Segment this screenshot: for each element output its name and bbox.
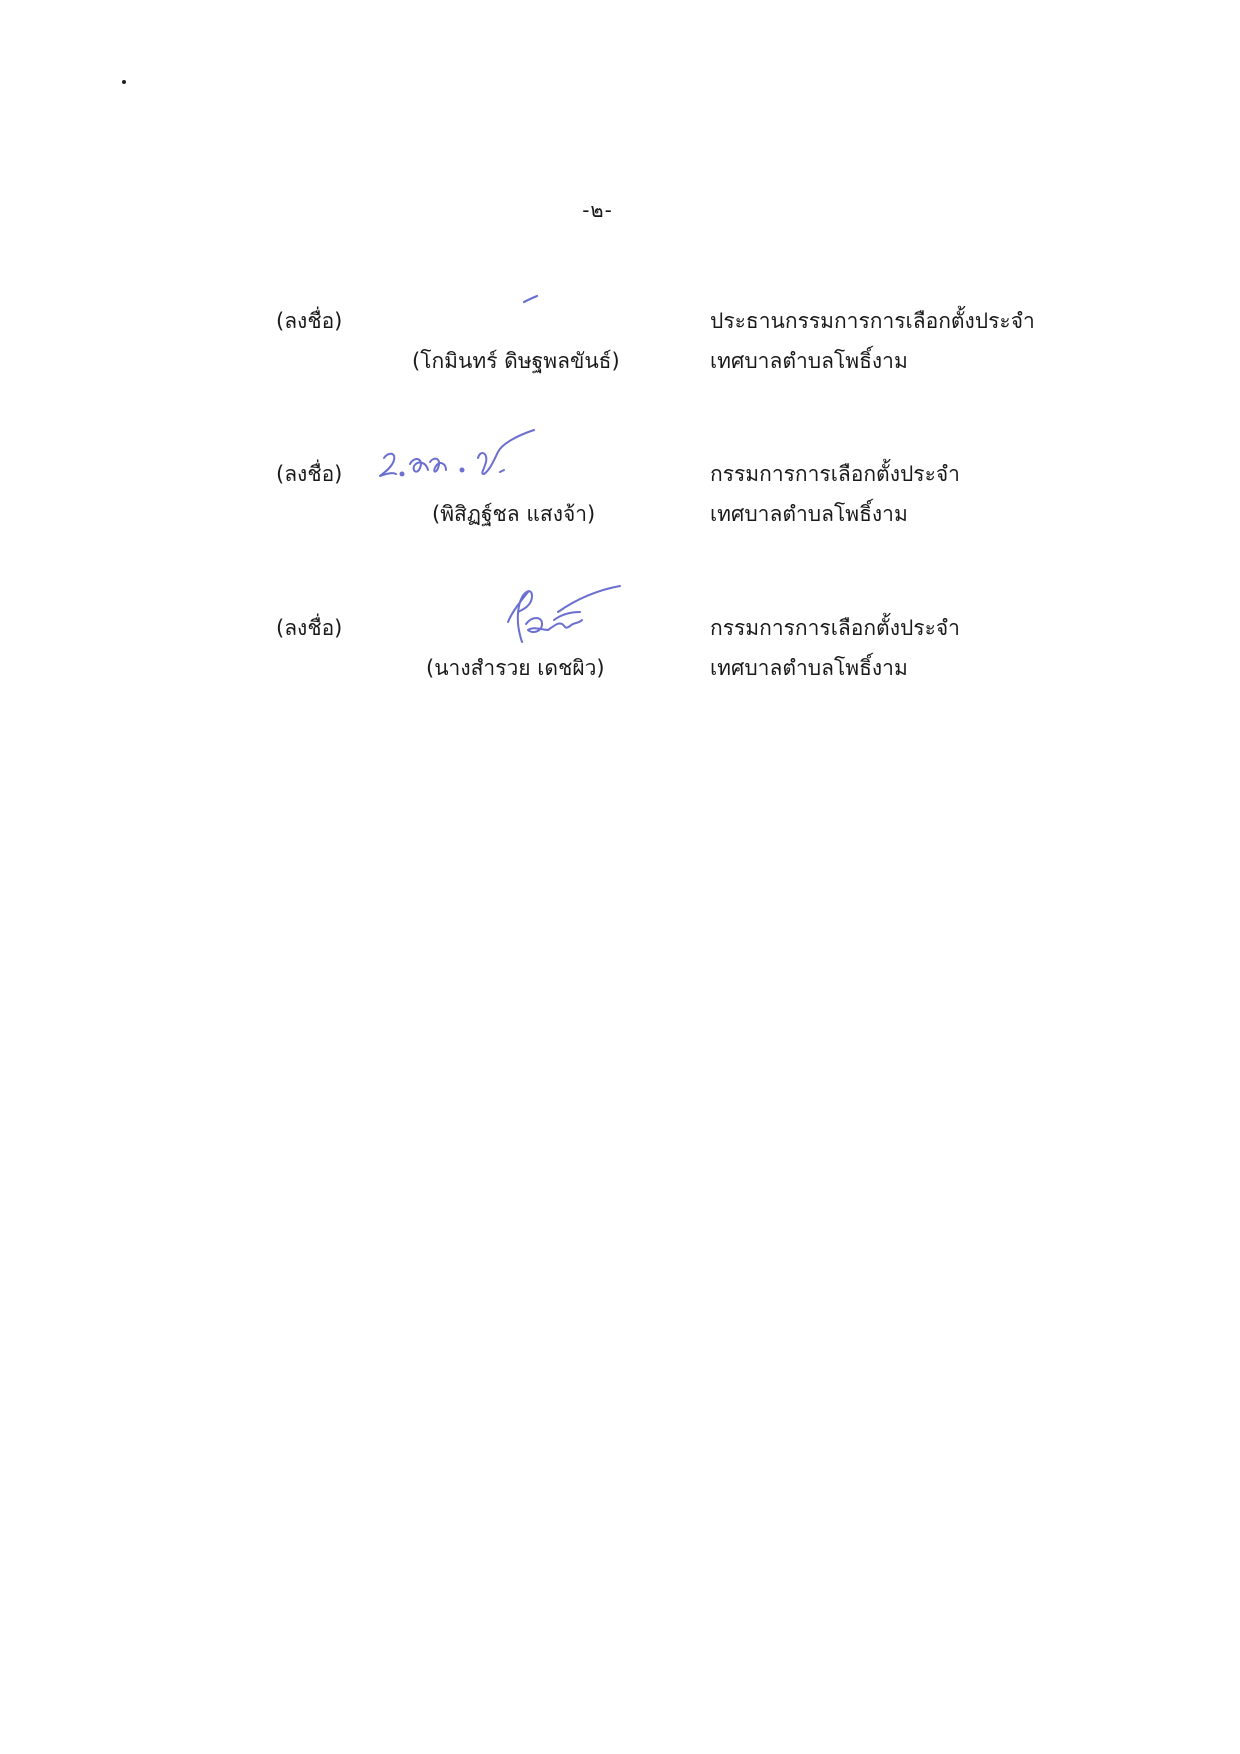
signature-mark (522, 295, 542, 305)
signer-name: (นางสำรวย เดชผิว) (426, 656, 605, 680)
sign-label: (ลงชื่อ) (276, 616, 343, 640)
page-number: -๒- (582, 198, 613, 222)
signer-organization: เทศบาลตำบลโพธิ์งาม (710, 656, 908, 680)
scan-speck (122, 80, 126, 84)
signer-role: กรรมการการเลือกตั้งประจำ (710, 616, 960, 640)
sign-label: (ลงชื่อ) (276, 462, 343, 486)
signer-organization: เทศบาลตำบลโพธิ์งาม (710, 502, 908, 526)
handwritten-signature (376, 430, 546, 490)
sign-label: (ลงชื่อ) (276, 309, 343, 333)
signer-role: ประธานกรรมการการเลือกตั้งประจำ (710, 309, 1035, 333)
signer-name: (พิสิฏฐ์ชล แสงจ้า) (432, 502, 596, 526)
signer-role: กรรมการการเลือกตั้งประจำ (710, 462, 960, 486)
handwritten-signature (498, 572, 628, 652)
signature-block-member-2 (0, 612, 1240, 722)
signer-organization: เทศบาลตำบลโพธิ์งาม (710, 349, 908, 373)
signature-block-member-1 (0, 458, 1240, 568)
signer-name: (โกมินทร์ ดิษฐพลขันธ์) (412, 349, 620, 373)
signature-block-chairman (0, 305, 1240, 415)
